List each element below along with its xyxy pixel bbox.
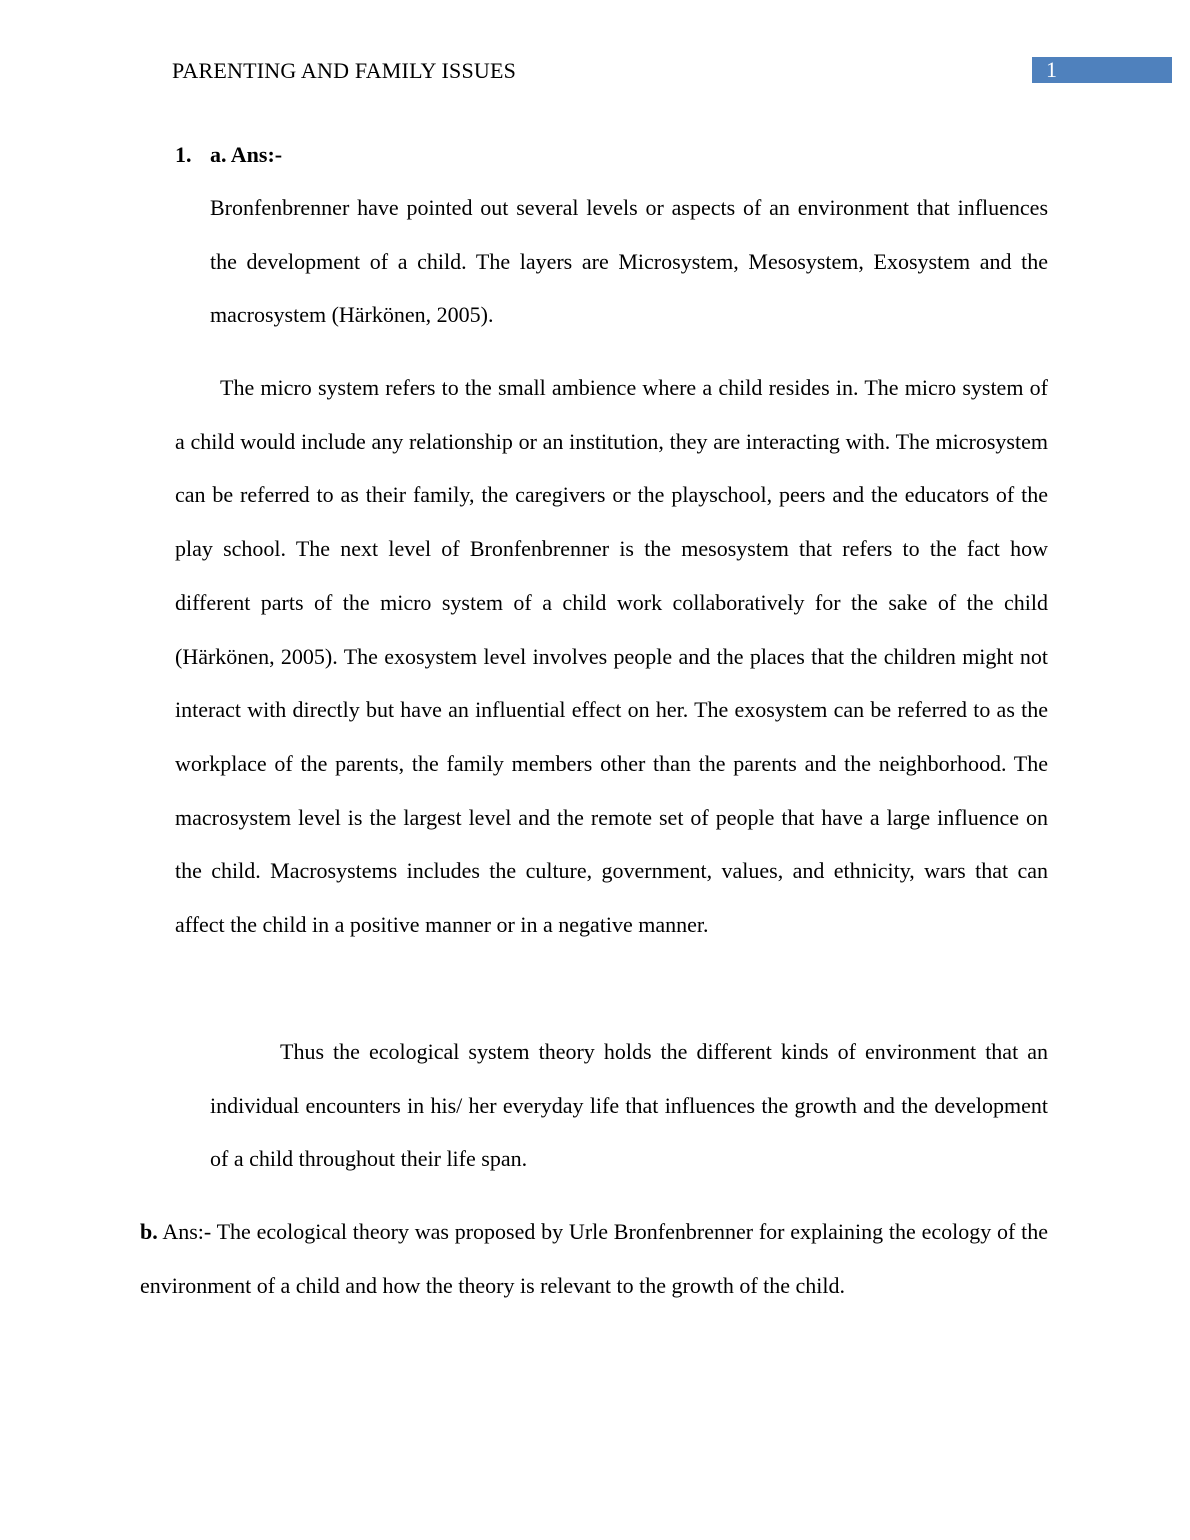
page-number-box xyxy=(1032,57,1172,83)
paragraph-conclusion: Thus the ecological system theory holds the different kinds of environment that an individual encounters in his/ her everyday life that influences the growth and the development of a child throughout their life span. xyxy=(210,1039,1048,1172)
answer-b-text: Ans:- The ecological theory was proposed by Urle Bronfenbrenner for explaining the ecology of the environment of a child and how the theory is relevant to the growth of the child. xyxy=(140,1219,1048,1298)
list-item-number: 1. xyxy=(175,142,192,167)
running-head-title: PARENTING AND FAMILY ISSUES xyxy=(172,58,517,83)
paragraph-answer-b xyxy=(140,1205,1048,1312)
answer-heading-a: a. Ans:- xyxy=(210,142,283,167)
paragraph-systems-description: The micro system refers to the small ambience where a child resides in. The micro system of a child would include any relationship or an institution, they are interacting with. The microsystem can be referred to as their family, the caregivers or the playschool, peers and the educators of the play school. The next level of Bronfenbrenner is the mesosystem that refers to the fact how different parts of the micro system of a child work collaboratively for the sake of the child (Härkönen, 2005). The exosystem level involves people and the places that the children might not interact with directly but have an influential effect on her. The exosystem can be referred to as the workplace of the parents, the family members other than the parents and the neighborhood. The macrosystem level is the largest level and the remote set of people that have a large influence on the child. Macrosystems includes the culture, government, values, and ethnicity, wars that can affect the child in a positive manner or in a negative manner. xyxy=(175,375,1048,938)
answer-label-b: b. xyxy=(140,1219,158,1244)
paragraph-levels-intro: Bronfenbrenner have pointed out several levels or aspects of an environment that influences the development of a child. The layers are Microsystem, Mesosystem, Exosystem and the macrosystem (Härkönen, 2005). xyxy=(210,195,1048,328)
page-number: 1 xyxy=(1046,57,1057,82)
